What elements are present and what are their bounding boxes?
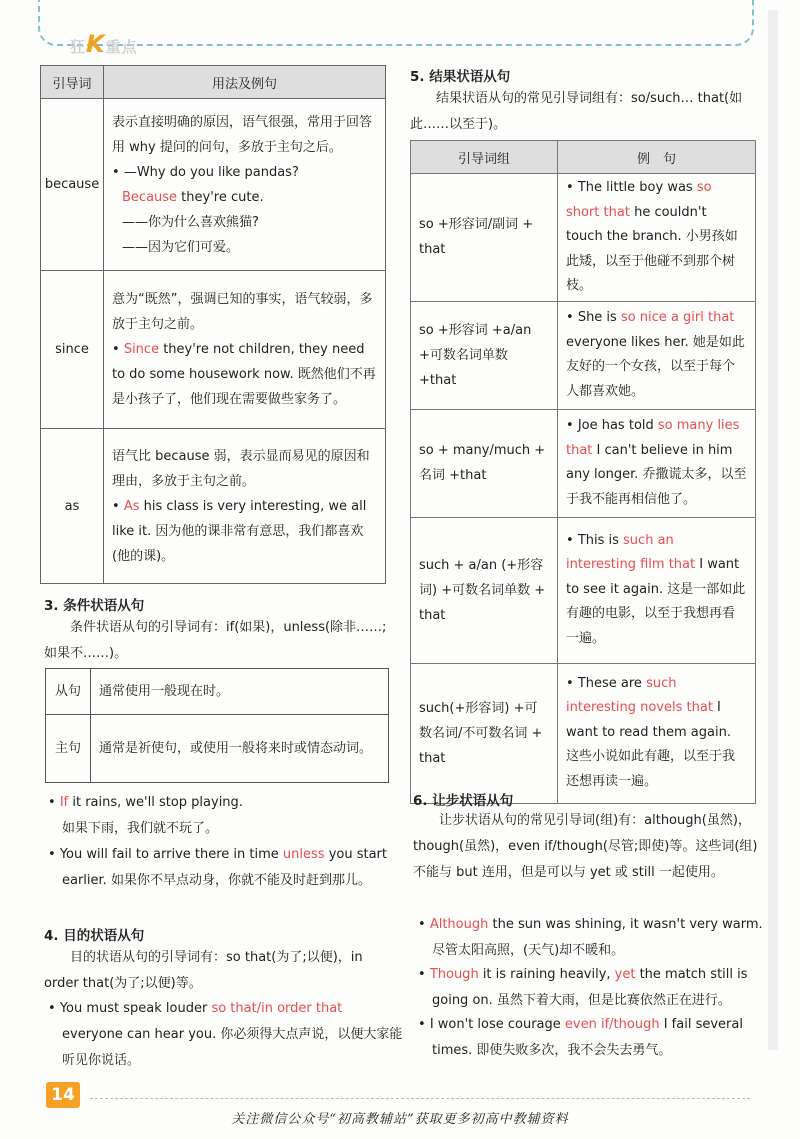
section-6-example-2: • Though it is raining heavily, yet the match still is going on. 虽然下着大雨，但是比赛依然正在进行。	[418, 967, 748, 1008]
section-5-title: 5. 结果状语从句	[410, 69, 511, 85]
table-header-phrase: 引导词组	[411, 141, 558, 174]
example-cell: • Joe has told so many lies that I can't believe in him any longer. 乔撒谎太多，以至于我不能再相信他了。	[558, 409, 756, 517]
table-header-connective: 引导词	[41, 66, 104, 99]
bottom-divider	[90, 1098, 750, 1099]
row-label-subclause: 从句	[46, 669, 91, 715]
since-usage: 意为“既然”，强调已知的事实，语气较弱，多放于主句之前。 • Since they're not children, they need to do some housework now. 既然他们不再是小孩子了，他们现在需要做些家务了。	[104, 271, 386, 429]
table-header-usage: 用法及例句	[104, 66, 386, 99]
row-text-subclause: 通常使用一般现在时。	[91, 669, 389, 715]
section-6-title: 6. 让步状语从句	[413, 793, 514, 809]
connective-since: since	[41, 271, 104, 429]
row-label-mainclause: 主句	[46, 715, 91, 783]
pattern-cell: so + many/much + 名词 +that	[411, 409, 558, 517]
section-4-title: 4. 目的状语从句	[44, 928, 145, 944]
footer-note: 关注微信公众号“初高教辅站”获取更多初高中教辅资料	[231, 1112, 569, 1127]
pattern-cell: such(+形容词) +可数名词/不可数名词 + that	[411, 663, 558, 803]
pattern-cell: such + a/an (+形容词) +可数名词单数 + that	[411, 517, 558, 663]
pattern-cell: so +形容词/副词 + that	[411, 174, 558, 302]
section-4-example: • You must speak louder so that/in order that everyone can hear you. 你必须得大点声说，以便大家能听见你说话。	[48, 1001, 403, 1068]
brand-logo: 狂K重点	[70, 30, 138, 58]
section-5-intro: 结果状语从句的常见引导词组有：so/such… that(如此……以至于)。	[410, 91, 743, 132]
section-3-intro: 条件状语从句的引导词有：if(如果)，unless(除非……;如果不……)。	[44, 620, 387, 661]
condition-clause-table	[45, 668, 389, 783]
section-3-example-1: • If it rains, we'll stop playing. 如果下雨，我们就不玩了。	[48, 795, 243, 836]
as-usage: 语气比 because 弱，表示显而易见的原因和理由，多放于主句之前。 • As his class is very interesting, we all like it. 因为他的课非常有意思，我们都喜欢(他的课)。	[104, 429, 386, 584]
section-6-example-3: • I won't lose courage even if/though I fail several times. 即使失败多次，我不会失去勇气。	[418, 1017, 743, 1058]
connective-as: as	[41, 429, 104, 584]
connective-because: because	[41, 99, 104, 271]
header-frame	[38, 0, 754, 46]
section-4-intro: 目的状语从句的引导词有：so that(为了;以便)，in order that(为了;以便)等。	[44, 950, 363, 991]
example-cell: • This is such an interesting film that I want to see it again. 这是一部如此有趣的电影，以至于我想再看一遍。	[558, 517, 756, 663]
reason-clause-table	[40, 65, 386, 584]
page-edge-strip	[768, 10, 778, 1050]
table-header-example: 例 句	[558, 141, 756, 174]
example-cell: • She is so nice a girl that everyone likes her. 她是如此友好的一个女孩，以至于每个人都喜欢她。	[558, 301, 756, 409]
result-clause-table	[410, 140, 756, 804]
example-cell: • These are such interesting novels that I want to read them again. 这些小说如此有趣，以至于我还想再读一遍。	[558, 663, 756, 803]
section-6-intro: 让步状语从句的常见引导词(组)有：although(虽然)，though(虽然)，even if/though(尽管;即使)等。这些词(组)不能与 but 连用，但是可以与 yet 或 still 一起使用。	[413, 813, 758, 880]
section-3-example-2: • You will fail to arrive there in time unless you start earlier. 如果你不早点动身，你就不能及时赶到那儿。	[48, 847, 387, 888]
example-cell: • The little boy was so short that he couldn't touch the branch. 小男孩如此矮，以至于他碰不到那个树枝。	[558, 174, 756, 302]
because-usage: 表示直接明确的原因，语气很强，常用于回答用 why 提问的问句，多放于主句之后。 • —Why do you like pandas? Because they're cute. ——你为什么喜欢熊猫? ——因为它们可爱。	[104, 99, 386, 271]
pattern-cell: so +形容词 +a/an +可数名词单数 +that	[411, 301, 558, 409]
row-text-mainclause: 通常是祈使句，或使用一般将来时或情态动词。	[91, 715, 389, 783]
section-6-example-1: • Although the sun was shining, it wasn't very warm. 尽管太阳高照，(天气)却不暖和。	[418, 917, 763, 958]
page-number: 14	[46, 1082, 80, 1108]
section-3-title: 3. 条件状语从句	[44, 598, 145, 614]
